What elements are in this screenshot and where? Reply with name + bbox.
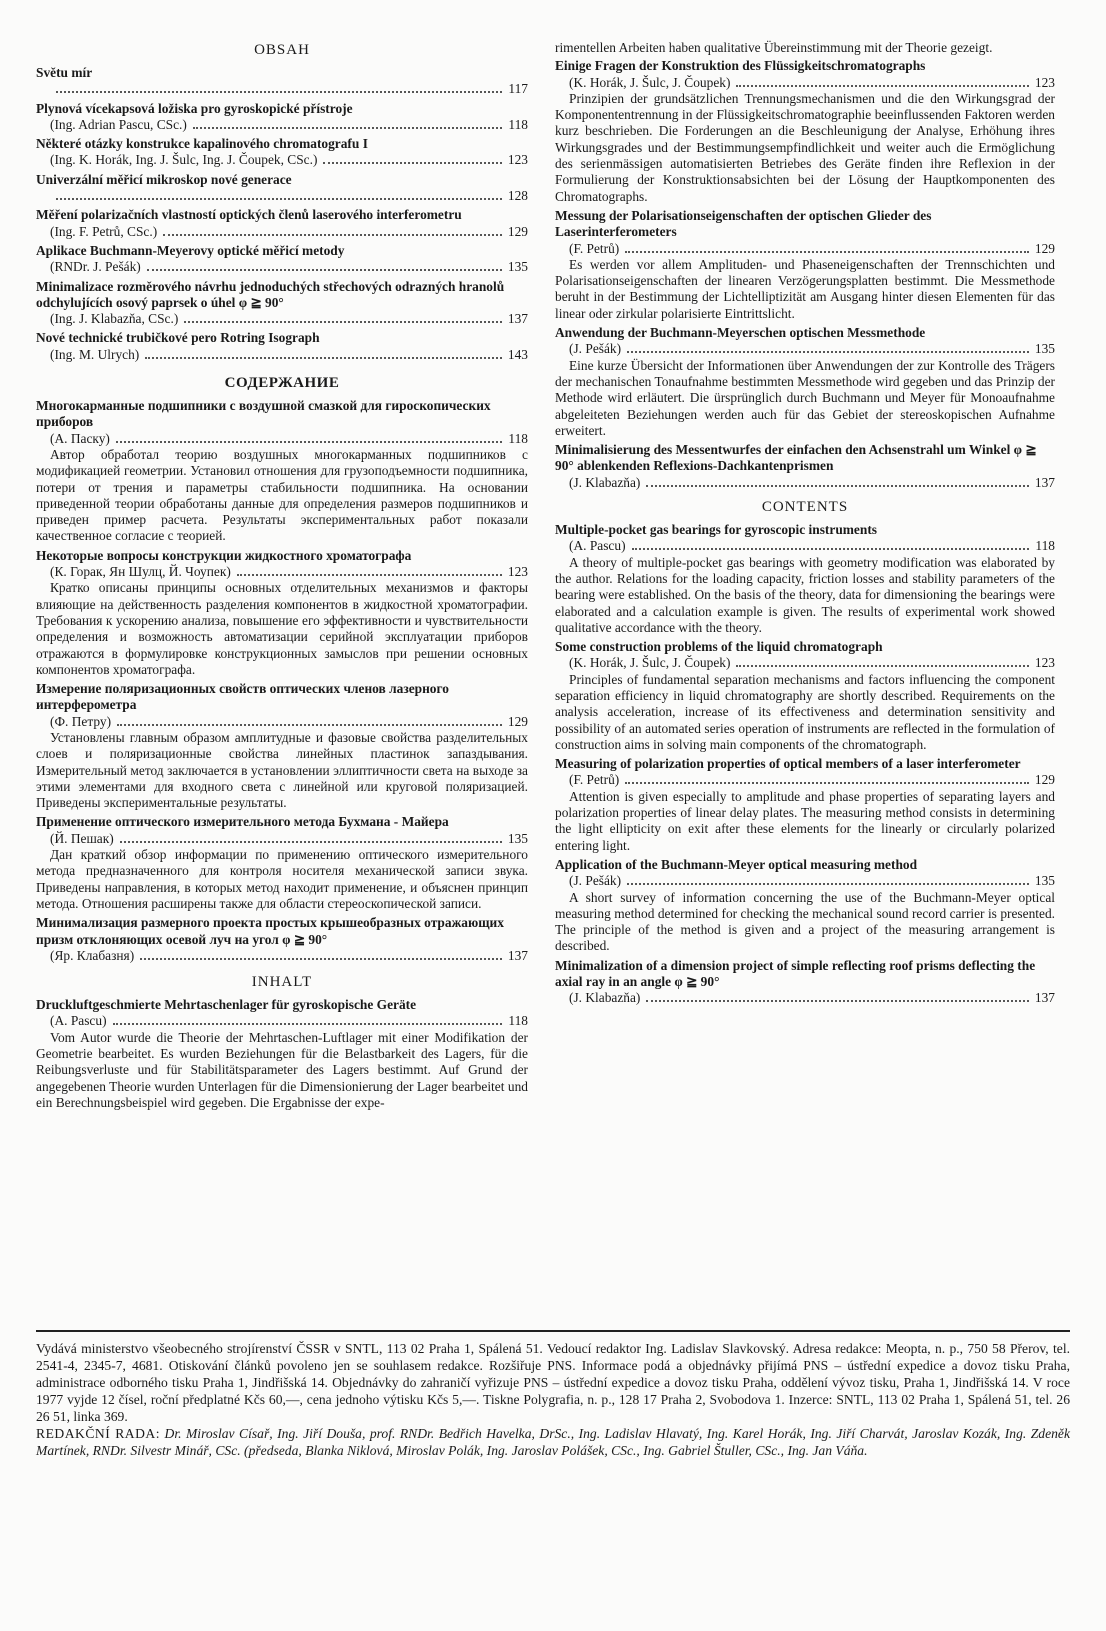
toc-entry [36,915,528,964]
entry-author: (Ing. M. Ulrych) [50,346,140,362]
page-number: 129 [1034,240,1055,256]
entry-author-line [555,655,1055,671]
entry-title: Some construction problems of the liquid chromatograph [555,639,883,655]
entry-abstract: Кратко описаны принципы основных отделительных механизмов и факторы влияющие на действенность разделения компонентов в жидкостной хроматографии. Требования к ускорению анализа, повышение его эффективности и чувствительности определения и возможность автоматизации серийной эксплуатации приборов отражаются в формулировке конструкционных замыслов при решении основных компонентов хроматографа. [36,580,528,677]
leader-dots [113,1023,503,1025]
entry-author: (Ing. Adrian Pascu, CSc.) [50,116,187,132]
toc-entry-heading [36,243,528,259]
entry-title: Некоторые вопросы конструкции жидкостного хроматографа [36,547,412,563]
page-number: 118 [508,430,528,446]
entry-abstract: Attention is given especially to amplitude and phase properties of separating layers and polarization properties of linear delay plates. The measuring method consists in determining the light ellipticity on exit after these elements for the linearly or circularly polarized entering light. [555,788,1055,853]
entry-author-line [36,259,528,275]
entry-author-line [36,948,528,964]
toc-entry [36,330,528,363]
entry-title: Messung der Polarisationseigenschaften der optischen Glieder des Laserinterferometers [555,207,932,240]
leader-dots [163,234,502,236]
right-column [555,40,1055,1010]
entry-abstract: Установлены главным образом амплитудные и фазовые свойства разделительных слоев и поляризационные свойства линейных пластинок запаздывания. Измерительный метод заключается в установлении эллиптичности света на выходе за этими элементами для входного света с линейной или круговой поляризацией. Приведены экспериментальные результаты. [36,729,528,811]
entry-title: Measuring of polarization properties of optical members of a laser interferometer [555,756,1021,772]
leader-dots [646,1000,1029,1002]
entry-author: (J. Pešák) [569,873,622,889]
entry-author: (Яр. Клабазня) [50,947,135,963]
left-column [36,38,528,1114]
entry-author: (K. Horák, J. Šulc, J. Čoupek) [569,655,731,671]
page-number: 137 [507,311,528,327]
toc-entry-heading [555,58,1055,74]
page-number: 135 [507,259,528,275]
entry-author-line [36,564,528,580]
page-number: 135 [507,830,528,846]
leader-dots [323,162,501,164]
toc-entry-heading [555,958,1055,991]
imprint-footer [36,1340,1070,1459]
entry-author: (RNDr. J. Pešák) [50,259,141,275]
entry-author-line [555,241,1055,257]
entry-abstract: Es werden vor allem Amplituden- und Phaseneigenschaften der Trennschichten und Polarisationseigenschaften der linearen Verzögerungsplatten bestimmt. Die Messmethode beruht in der Bestimmung der Lichtelliptizität am Ausgang hinter diesen Elementen für das linear oder zirkular polarisierte Eintrittslicht. [555,256,1055,321]
toc-entry [36,279,528,328]
entry-title: Anwendung der Buchmann-Meyerschen optischen Messmethode [555,325,926,341]
leader-dots [147,269,502,271]
leader-dots [627,351,1029,353]
entry-author: (Ing. J. Klabazňa, CSc.) [50,311,179,327]
entry-author-line [36,347,528,363]
leader-dots [625,251,1029,253]
entry-title: Světu mír [36,65,93,80]
toc-entry-heading [36,101,528,117]
footer-divider [36,1330,1070,1332]
entry-author-line [555,538,1055,554]
leader-dots [140,958,502,960]
entry-author-line [36,311,528,327]
entry-abstract: Prinzipien der grundsätzlichen Trennungsmechanismen und die den Wirkungsgrad der Komponententrennung in der Flüssigkeitschromatographie beeinflussenden Faktoren werden kurz beschrieben. Die Forderungen an die Beschleunigung der Analyse, Erhöhung ihres Wirkungsgrades und der Bestimmungsempfindlichkeit und weiter auch die Ermöglichung des serienmässigen automatisierten Betriebes des Geräte finden ihre Reflexion in der Formulierung der Konstruktionsabsichten bei der Lösung der Hauptkomponenten des Chromatographs. [555,90,1055,204]
page-number: 118 [1035,538,1055,554]
page-number: 137 [1034,474,1055,490]
entry-abstract: Vom Autor wurde die Theorie der Mehrtaschen-Luftlager mit einer Modifikation der Geometrie bearbeitet. Es wurden Beziehungen für die Belastbarkeit des Lagers, für die Reibungsverluste und für Stabilitätsparameter des Lagers bestimmt. Auf Grund der angegebenen Theorie wurden Unterlagen für die Dimensionierung der Lager bearbeitet und ein Berechnungsbeispiel wird gegeben. Die Ergabnisse der expe- [36,1029,528,1110]
toc-entry-heading [36,207,528,223]
entry-title: Многокарманные подшипники с воздушной смазкой для гироскопических приборов [36,398,491,430]
toc-entry [555,442,1055,491]
toc-entry [555,857,1055,955]
entry-author: (А. Паску) [50,430,110,446]
toc-entry-heading [36,136,528,152]
soderzhanie-list [36,398,528,964]
entry-author: (J. Klabazňa) [569,474,641,490]
entry-author: (Ing. F. Petrů, CSc.) [50,223,158,239]
toc-entry [36,172,528,205]
toc-entry [36,101,528,134]
entry-author-line [36,714,528,730]
leader-dots [627,883,1029,885]
entry-title: Minimalisierung des Messentwurfes der einfachen den Achsenstrahl um Winkel φ ≧ 90° ablenkenden Reflexions-Dachkantenprismen [555,442,1037,474]
page-number: 129 [1034,772,1055,788]
entry-title: Druckluftgeschmierte Mehrtaschenlager für gyroskopische Geräte [36,997,417,1013]
toc-entry [36,207,528,240]
entry-author: (A. Pascu) [50,1013,107,1029]
entry-abstract: A short survey of information concerning the use of the Buchmann-Meyer optical measuring method determined for checking the mechanical sound record carrier is presented. The principle of the method is given and a project of the measuring arrangement is described. [555,889,1055,954]
toc-entry [555,756,1055,854]
entry-author-line [555,990,1055,1006]
leader-dots [237,574,502,576]
entry-title: Измерение поляризационных свойств оптических членов лазерного интерферометра [36,681,449,713]
toc-entry-heading [36,548,528,564]
leader-dots [193,127,503,129]
entry-title: Einige Fragen der Konstruktion des Flüssigkeitschromatographs [555,58,926,74]
toc-entry-heading [555,208,1055,241]
entry-abstract: Eine kurze Übersicht der Informationen über Anwendungen der zur Kontrolle des Trägers der mechanischen Tonaufnahme bestimmten Messmethode wird gegeben und das Prinzip der Methode wird erläutert. Die ürsprünglich durch Buchmann und Meyer für Monoaufnahme abgeleiteten Beziehungen werden auch für das Gebiet der stereoskopischen Aufnahme erweitert. [555,357,1055,438]
leader-dots [56,198,502,200]
entry-author-line [36,117,528,133]
toc-entry [555,325,1055,439]
page-number: 118 [508,116,528,132]
entry-author: (К. Горак, Ян Шулц, Й. Чоупек) [50,564,231,580]
leader-dots [120,841,502,843]
editorial-board-members: Dr. Miroslav Císař, Ing. Jiří Douša, prof. RNDr. Bedřich Havelka, DrSc., Ing. Ladislav Hlavatý, Ing. Karel Horák, Ing. Jiří Charvát, Jaroslav Kozák, Ing. Zdeněk Martínek, RNDr. Silvestr Minář, CSc. (předseda, Blanka Niklová, Miroslav Polák, Ing. Jaroslav Polášek, CSc., Ing. Gabriel Štuller, CSc., Ing. Jan Váňa. [36,1426,1070,1458]
leader-dots [625,782,1029,784]
entry-title: Минимализация размерного проекта простых крышеобразных отражающих призм отклоняющих осевой луч на угол φ ≧ 90° [36,915,504,947]
page-number: 117 [508,81,528,97]
toc-entry-heading [36,681,528,714]
entry-title: Application of the Buchmann-Meyer optical measuring method [555,856,918,872]
entry-author: (F. Petrů) [569,772,620,788]
page-number: 137 [507,947,528,963]
toc-entry-heading [36,330,528,346]
inhalt-continuation: rimentellen Arbeiten haben qualitative Übereinstimmung mit der Theorie gezeigt. [555,40,993,55]
toc-entry [36,398,528,545]
entry-author: (A. Pascu) [569,538,626,554]
entry-title: Nové technické trubičkové pero Rotring Isograph [36,330,320,346]
obsah-list [36,65,528,363]
page-number: 143 [507,346,528,362]
toc-entry-heading [555,325,1055,341]
entry-title: Minimalization of a dimension project of simple reflecting roof prisms deflecting the axial ray in an angle φ ≧ 90° [555,957,1036,990]
inhalt-heading: INHALT [251,974,313,991]
page-number: 137 [1034,990,1055,1006]
leader-dots [56,91,502,93]
page-number: 135 [1034,873,1055,889]
toc-entry-heading [555,639,1055,655]
entry-author-line [36,1013,528,1029]
contents-list [555,522,1055,1007]
soderzhanie-heading: СОДЕРЖАНИЕ [224,375,340,392]
entry-abstract: Автор обработал теорию воздушных многокарманных подшипников с модификацией геометрии. Установил отношения для грузоподъемности подшипника, потери от трения и параметры стабильности подшипника. На основании приведенной теории обработаны данные для определения размеров подшипников и приведен пример расчета. Результаты экспериментальных работ показали качественное согласие с теорией. [36,446,528,544]
entry-author: (J. Klabazňa) [569,990,641,1006]
entry-title: Применение оптического измерительного метода Бухмана - Майера [36,814,449,830]
entry-title: Multiple-pocket gas bearings for gyroscopic instruments [555,522,877,538]
toc-entry-heading [36,814,528,830]
inhalt-list [555,58,1055,491]
leader-dots [145,357,502,359]
entry-title: Univerzální měřicí mikroskop nové generace [36,171,292,187]
entry-author: (Ing. K. Horák, Ing. J. Šulc, Ing. J. Čoupek, CSc.) [50,152,318,168]
page-number: 123 [1034,655,1055,671]
entry-author-line [555,873,1055,889]
entry-author-line [36,152,528,168]
entry-author-line [555,475,1055,491]
entry-abstract: Дан краткий обзор информации по применению оптического измерительного метода предназначенного для контроля носителя механической записи звука. Приведены направления, в которых метод находит применение, и объяснен принцип метода. Отношения расширены также для области стереоскопической записи. [36,847,528,911]
contents-heading: CONTENTS [761,499,849,516]
toc-entry-heading [36,915,528,948]
leader-dots [184,321,502,323]
entry-author-line [36,224,528,240]
entry-author: (K. Horák, J. Šulc, J. Čoupek) [569,74,731,90]
page-number: 123 [1034,74,1055,90]
page-number: 123 [507,564,528,580]
toc-entry-heading [555,756,1055,772]
leader-dots [736,665,1028,667]
toc-entry-heading [555,442,1055,475]
page-number: 135 [1034,341,1055,357]
leader-dots [116,441,503,443]
toc-entry [36,548,528,678]
toc-entry [555,639,1055,753]
toc-entry-heading [555,857,1055,873]
entry-author-line [555,341,1055,357]
page-number: 129 [507,223,528,239]
toc-entry [36,814,528,912]
toc-entry [36,243,528,276]
toc-entry-heading [36,172,528,188]
entry-title: Minimalizace rozměrového návrhu jednoduchých střechových odrazných hranolů odchylujících osový paprsek o úhel φ ≧ 90° [36,278,505,310]
toc-entry-heading [36,65,528,81]
page-number: 123 [507,152,528,168]
entry-author-line [555,772,1055,788]
leader-dots [646,485,1029,487]
toc-entry [555,522,1055,636]
publisher-info: Vydává ministerstvo všeobecného strojírenství ČSSR v SNTL, 113 02 Praha 1, Spálená 51. Vedoucí redaktor Ing. Ladislav Slavkovský. Adresa redakce: Meopta, n. p., 750 58 Přerov, tel. 2541-4, 2345-7, 4681. Otiskování článků povoleno jen se souhlasem redakce. Rozšiřuje PNS. Informace podá a objednávky přijímá PNS – ústřední expedice a dovoz tisku Praha, administrace odborného tisku Praha 1, Jindřišská 14. Objednávky do zahraničí vyřizuje PNS – ústřední expedice a dovoz tisku Praha, oddělení vývoz tisku, Praha 1, Jindřišská 14. V roce 1977 vyjde 12 čísel, roční předplatné Kčs 60,—, cena jednoho výtisku Kčs 5,—. Tiskne Polygrafia, n. p., 128 17 Praha 2, Svobodova 1. Inzerce: SNTL, 113 02 Praha 1, Spálená 51, tel. 26 26 51, linka 369. [36,1341,1070,1424]
entry-author: (J. Pešák) [569,341,622,357]
entry-abstract: Principles of fundamental separation mechanisms and factors influencing the component separation efficiency in liquid chromatography are shortly described. Requirements on the analysis acceleration, increase of its effectiveness and determination sensitivity and possibility of an automated series operation of instruments are reflected in the formulation of construction aims in solving main components of the chromatograph. [555,671,1055,752]
leader-dots [736,85,1028,87]
leader-dots [632,548,1030,550]
entry-author-line [36,831,528,847]
entry-author-line [36,431,528,447]
toc-entry [36,136,528,169]
toc-entry-heading [36,398,528,431]
inhalt-first-entry [36,997,528,1111]
entry-author-line [36,188,528,204]
toc-entry [555,958,1055,1007]
toc-entry-heading [555,522,1055,538]
entry-author-line [555,75,1055,91]
toc-entry [36,997,528,1111]
obsah-heading: OBSAH [254,42,310,58]
editorial-board-label: REDAKČNÍ RADA: [36,1426,161,1441]
toc-entry-heading [36,997,528,1013]
page-number: 128 [507,188,528,204]
entry-abstract: A theory of multiple-pocket gas bearings with geometry modification was elaborated by the author. Relations for the loading capacity, friction losses and stability parameters of the bearing were established. On the basis of the theory, data for dimensioning the bearings were elaborated and a calculation example is given. The results of experimental work showed qualitative accordance with the theory. [555,554,1055,635]
toc-entry-heading [36,279,528,312]
page-number: 118 [508,1013,528,1029]
toc-entry [36,65,528,98]
toc-entry [555,58,1055,205]
leader-dots [117,724,502,726]
entry-title: Měření polarizačních vlastností optických členů laserového interferometru [36,207,462,223]
toc-entry [36,681,528,811]
entry-author: (Ф. Петру) [50,713,112,729]
entry-author: (F. Petrů) [569,240,620,256]
entry-author-line [36,81,528,97]
entry-title: Plynová vícekapsová ložiska pro gyroskopické přístroje [36,100,353,116]
toc-entry [555,208,1055,322]
page-number: 129 [507,713,528,729]
entry-title: Aplikace Buchmann-Meyerovy optické měřicí metody [36,242,345,258]
entry-title: Některé otázky konstrukce kapalinového chromatografu I [36,136,368,152]
entry-author: (Й. Пешак) [50,830,114,846]
